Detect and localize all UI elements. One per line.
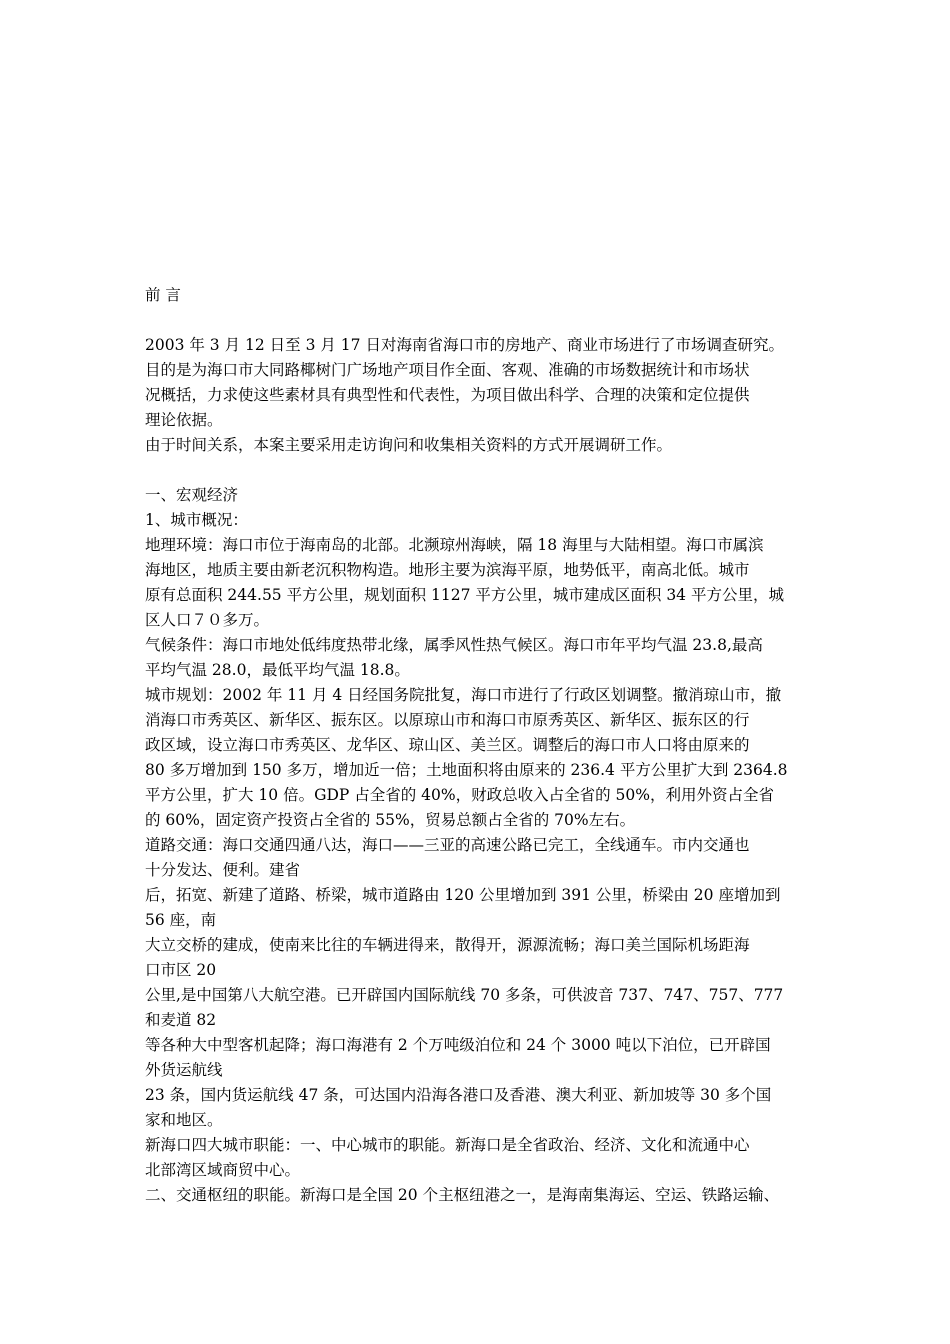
body-line: 平方公里，扩大 10 倍。GDP 占全省的 40%，财政总收入占全省的 50%，利用外资占全省 (145, 786, 775, 804)
body-line: 政区域，设立海口市秀英区、龙华区、琼山区、美兰区。调整后的海口市人口将由原来的 (145, 736, 750, 754)
body-line: 原有总面积 244.55 平方公里，规划面积 1127 平方公里，城市建成区面积 34 平方公里，城 (145, 586, 784, 604)
body-line: 大立交桥的建成，使南来比往的车辆进得来，散得开，源源流畅；海口美兰国际机场距海 (145, 936, 750, 954)
body-text (145, 533, 815, 1208)
body-line: 北部湾区域商贸中心。 (145, 1161, 301, 1179)
body-line: 二、交通枢纽的职能。新海口是全国 20 个主枢纽港之一，是海南集海运、空运、铁路运输、 (145, 1186, 780, 1204)
body-line: 区人口７０多万。 (145, 611, 270, 629)
body-line: 23 条，国内货运航线 47 条，可达国内沿海各港口及香港、澳大利亚、新加坡等 30 多个国 (145, 1086, 772, 1104)
body-line: 的 60%，固定资产投资占全省的 55%，贸易总额占全省的 70%左右。 (145, 811, 636, 829)
body-line: 城市规划：2002 年 11 月 4 日经国务院批复，海口市进行了行政区划调整。撤消琼山市，撤 (145, 686, 782, 704)
body-line: 道路交通：海口交通四通八达，海口——三亚的高速公路已完工，全线通车。市内交通也 (145, 836, 750, 854)
intro-line: 2003 年 3 月 12 日至 3 月 17 日对海南省海口市的房地产、商业市场进行了市场调查研究。 (145, 336, 784, 354)
body-line: 十分发达、便利。建省 (145, 861, 301, 879)
body-line: 平均气温 28.0，最低平均气温 18.8。 (145, 661, 410, 679)
intro-line: 目的是为海口市大同路椰树门广场地产项目作全面、客观、准确的市场数据统计和市场状 (145, 361, 750, 379)
body-line: 后，拓宽、新建了道路、桥梁，城市道路由 120 公里增加到 391 公里，桥梁由 20 座增加到 (145, 886, 781, 904)
intro-line: 理论依据。 (145, 411, 223, 429)
body-line: 新海口四大城市职能：一、中心城市的职能。新海口是全省政治、经济、文化和流通中心 (145, 1136, 750, 1154)
body-line: 地理环境：海口市位于海南岛的北部。北濒琼州海峡，隔 18 海里与大陆相望。海口市属滨 (145, 536, 764, 554)
body-line: 等各种大中型客机起降；海口海港有 2 个万吨级泊位和 24 个 3000 吨以下泊位，已开辟国 (145, 1036, 771, 1054)
intro-line: 由于时间关系，本案主要采用走访询问和收集相关资料的方式开展调研工作。 (145, 436, 673, 454)
blank-line (145, 308, 815, 333)
body-line: 家和地区。 (145, 1111, 223, 1129)
body-line: 外货运航线 (145, 1061, 223, 1079)
body-line: 56 座，南 (145, 911, 217, 929)
blank-line (145, 458, 815, 483)
body-line: 和麦道 82 (145, 1011, 217, 1029)
intro-paragraph (145, 333, 815, 458)
body-line: 口市区 20 (145, 961, 217, 979)
body-line: 公里,是中国第八大航空港。已开辟国内国际航线 70 多条，可供波音 737、747、757、777 (145, 986, 784, 1004)
document-page (145, 283, 815, 1208)
subsection-title: 1、城市概况： (145, 511, 248, 529)
body-line: 80 多万增加到 150 多万，增加近一倍；土地面积将由原来的 236.4 平方公里扩大到 2364.8 (145, 761, 788, 779)
body-line: 海地区，地质主要由新老沉积物构造。地形主要为滨海平原，地势低平，南高北低。城市 (145, 561, 750, 579)
intro-line: 况概括，力求使这些素材具有典型性和代表性，为项目做出科学、合理的决策和定位提供 (145, 386, 750, 404)
preface-heading: 前 言 (145, 286, 181, 304)
body-line: 消海口市秀英区、新华区、振东区。以原琼山市和海口市原秀英区、新华区、振东区的行 (145, 711, 750, 729)
section-title: 一、宏观经济 (145, 486, 239, 504)
body-line: 气候条件：海口市地处低纬度热带北缘，属季风性热气候区。海口市年平均气温 23.8,最高 (145, 636, 763, 654)
